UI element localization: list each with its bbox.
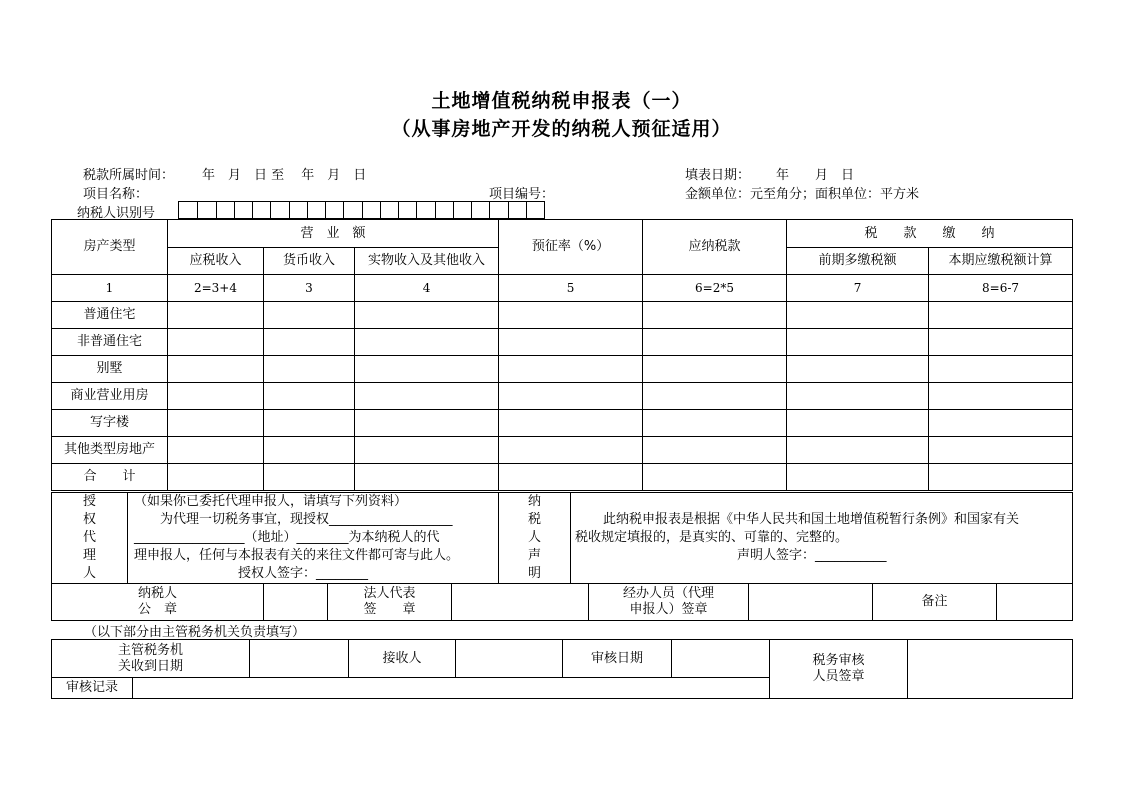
tax-office-table xyxy=(51,639,1073,699)
declaration-line: 税收规定填报的，是真实的、可靠的、完整的。 xyxy=(575,530,849,545)
input-cell[interactable] xyxy=(264,356,355,383)
col-number: 1 xyxy=(52,275,168,302)
taxpayer-seal-field[interactable] xyxy=(264,584,328,621)
input-cell[interactable] xyxy=(929,302,1073,329)
input-cell[interactable] xyxy=(929,437,1073,464)
input-cell[interactable] xyxy=(355,329,499,356)
taxpayer-id-digit-cell[interactable] xyxy=(435,202,454,218)
input-cell[interactable] xyxy=(787,464,929,491)
input-cell[interactable] xyxy=(929,356,1073,383)
taxpayer-id-digit-cell[interactable] xyxy=(362,202,381,218)
review-record-field[interactable] xyxy=(133,678,770,699)
units-note: 金额单位：元至角分；面积单位：平方米 xyxy=(685,187,920,202)
table-row xyxy=(52,302,1073,329)
taxpayer-id-digit-cell[interactable] xyxy=(398,202,417,218)
row-label: 别墅 xyxy=(52,356,168,383)
row-label: 普通住宅 xyxy=(52,302,168,329)
input-cell[interactable] xyxy=(929,383,1073,410)
col-number: 7 xyxy=(787,275,929,302)
taxpayer-id-digit-cell[interactable] xyxy=(252,202,271,218)
row-label: 非普通住宅 xyxy=(52,329,168,356)
received-date-label: 主管税务机 关收到日期 xyxy=(52,640,250,678)
input-cell[interactable] xyxy=(355,383,499,410)
table-row xyxy=(52,356,1073,383)
authorization-line: （如果你已委托代理申报人，请填写下列资料） xyxy=(134,494,408,509)
tax-office-note: （以下部分由主管税务机关负责填写） xyxy=(84,625,306,640)
input-cell[interactable] xyxy=(168,302,264,329)
input-cell[interactable] xyxy=(264,329,355,356)
authorization-declaration-section xyxy=(51,492,1073,584)
project-name-label: 项目名称： xyxy=(83,187,149,202)
authorization-text[interactable] xyxy=(128,493,499,584)
authorizer-signature: 授权人签字：________ xyxy=(238,566,369,581)
input-cell[interactable] xyxy=(264,302,355,329)
input-cell[interactable] xyxy=(643,464,787,491)
col-number: 3 xyxy=(264,275,355,302)
input-cell[interactable] xyxy=(264,383,355,410)
input-cell[interactable] xyxy=(643,329,787,356)
input-cell[interactable] xyxy=(499,356,643,383)
table-row xyxy=(52,383,1073,410)
taxpayer-id-digit-cell[interactable] xyxy=(216,202,235,218)
header-revenue: 营 业 额 xyxy=(168,220,499,248)
input-cell[interactable] xyxy=(929,329,1073,356)
input-cell[interactable] xyxy=(643,302,787,329)
input-cell[interactable] xyxy=(264,437,355,464)
input-cell[interactable] xyxy=(929,464,1073,491)
taxpayer-id-digit-cell[interactable] xyxy=(416,202,435,218)
row-label: 其他类型房地产 xyxy=(52,437,168,464)
input-cell[interactable] xyxy=(355,302,499,329)
review-date-label: 审核日期 xyxy=(563,640,672,678)
tax-period-value[interactable]: 年 月 日 至 年 月 日 xyxy=(202,168,367,183)
table-row xyxy=(52,329,1073,356)
taxpayer-id-digit-cell[interactable] xyxy=(526,202,545,218)
taxpayer-id-field[interactable] xyxy=(178,201,545,219)
input-cell[interactable] xyxy=(168,329,264,356)
row-label-total: 合 计 xyxy=(52,464,168,491)
taxpayer-id-digit-cell[interactable] xyxy=(508,202,527,218)
legal-rep-label: 法人代表 签 章 xyxy=(328,584,452,621)
row-label: 写字楼 xyxy=(52,410,168,437)
taxpayer-id-digit-cell[interactable] xyxy=(307,202,326,218)
receiver-label: 接收人 xyxy=(349,640,456,678)
remarks-label: 备注 xyxy=(873,584,997,621)
project-no-label: 项目编号： xyxy=(489,187,555,202)
reviewer-label: 税务审核 人员签章 xyxy=(770,640,908,699)
authorized-agent-label: 授 权 代 理 人 xyxy=(52,493,128,584)
input-cell[interactable] xyxy=(929,410,1073,437)
col-number: 2=3+4 xyxy=(168,275,264,302)
taxpayer-id-digit-cell[interactable] xyxy=(380,202,399,218)
input-cell[interactable] xyxy=(643,356,787,383)
col-number: 8=6-7 xyxy=(929,275,1073,302)
input-cell[interactable] xyxy=(168,383,264,410)
handler-label: 经办人员（代理 申报人）签章 xyxy=(589,584,749,621)
handler-field[interactable] xyxy=(749,584,873,621)
reviewer-signature-field[interactable] xyxy=(908,640,1073,699)
input-cell[interactable] xyxy=(264,464,355,491)
form-title: 土地增值税纳税申报表（一） xyxy=(431,90,692,112)
col-number: 4 xyxy=(355,275,499,302)
header-property-type: 房产类型 xyxy=(52,220,168,275)
header-prepaid: 前期多缴税额 xyxy=(787,248,929,275)
taxpayer-seal-label: 纳税人 公 章 xyxy=(52,584,264,621)
input-cell[interactable] xyxy=(499,329,643,356)
taxpayer-id-digit-cell[interactable] xyxy=(234,202,253,218)
row-label: 商业营业用房 xyxy=(52,383,168,410)
taxpayer-id-label: 纳税人识别号 xyxy=(77,206,156,221)
authorization-line: 为代理一切税务事宜，现授权___________________ xyxy=(160,512,453,527)
table-row xyxy=(52,437,1073,464)
input-cell[interactable] xyxy=(264,410,355,437)
receiver-field[interactable] xyxy=(456,640,563,678)
fill-date-label: 填表日期： xyxy=(685,168,751,183)
review-record-label: 审核记录 xyxy=(52,678,133,699)
input-cell[interactable] xyxy=(355,356,499,383)
declaration-table xyxy=(51,219,1073,491)
input-cell[interactable] xyxy=(168,437,264,464)
input-cell[interactable] xyxy=(787,302,929,329)
input-cell[interactable] xyxy=(355,437,499,464)
header-rate: 预征率（%） xyxy=(499,220,643,275)
header-monetary-income: 货币收入 xyxy=(264,248,355,275)
table-row xyxy=(52,410,1073,437)
input-cell[interactable] xyxy=(643,437,787,464)
input-cell[interactable] xyxy=(643,383,787,410)
input-cell[interactable] xyxy=(499,302,643,329)
input-cell[interactable] xyxy=(787,329,929,356)
declaration-text[interactable] xyxy=(571,493,1073,584)
authorization-line: _________________（地址）________为本纳税人的代 xyxy=(134,530,440,545)
input-cell[interactable] xyxy=(787,410,929,437)
input-cell[interactable] xyxy=(168,464,264,491)
review-date-field[interactable] xyxy=(672,640,770,678)
taxpayer-id-digit-cell[interactable] xyxy=(197,202,216,218)
form-subtitle: （从事房地产开发的纳税人预征适用） xyxy=(391,118,732,140)
taxpayer-id-digit-cell[interactable] xyxy=(270,202,289,218)
input-cell[interactable] xyxy=(499,437,643,464)
taxpayer-id-digit-cell[interactable] xyxy=(325,202,344,218)
signature-row xyxy=(51,583,1073,621)
input-cell[interactable] xyxy=(499,383,643,410)
taxpayer-id-digit-cell[interactable] xyxy=(343,202,362,218)
input-cell[interactable] xyxy=(355,464,499,491)
input-cell[interactable] xyxy=(355,410,499,437)
fill-date-value[interactable]: 年 月 日 xyxy=(776,168,855,183)
authorization-line: 理申报人，任何与本报表有关的来往文件都可寄与此人。 xyxy=(134,548,460,563)
input-cell[interactable] xyxy=(787,356,929,383)
input-cell[interactable] xyxy=(499,410,643,437)
tax-period-label: 税款所属时间： xyxy=(83,168,175,183)
input-cell[interactable] xyxy=(168,410,264,437)
remarks-field[interactable] xyxy=(997,584,1073,621)
taxpayer-id-digit-cell[interactable] xyxy=(489,202,508,218)
table-row-total xyxy=(52,464,1073,491)
input-cell[interactable] xyxy=(499,464,643,491)
taxpayer-id-digit-cell[interactable] xyxy=(471,202,490,218)
header-inkind-income: 实物收入及其他收入 xyxy=(355,248,499,275)
input-cell[interactable] xyxy=(787,437,929,464)
header-payment: 税 款 缴 纳 xyxy=(787,220,1073,248)
declaration-line: 此纳税申报表是根据《中华人民共和国土地增值税暂行条例》和国家有关 xyxy=(603,512,1020,527)
input-cell[interactable] xyxy=(168,356,264,383)
legal-rep-field[interactable] xyxy=(452,584,589,621)
col-number: 5 xyxy=(499,275,643,302)
header-current: 本期应缴税额计算 xyxy=(929,248,1073,275)
header-taxable-income: 应税收入 xyxy=(168,248,264,275)
input-cell[interactable] xyxy=(787,383,929,410)
taxpayer-id-digit-cell[interactable] xyxy=(289,202,308,218)
taxpayer-id-digit-cell[interactable] xyxy=(453,202,472,218)
header-tax-payable: 应纳税款 xyxy=(643,220,787,275)
col-number: 6=2*5 xyxy=(643,275,787,302)
declarer-signature: 声明人签字：___________ xyxy=(737,548,887,563)
taxpayer-declaration-label: 纳 税 人 声 明 xyxy=(499,493,571,584)
received-date-field[interactable] xyxy=(250,640,349,678)
input-cell[interactable] xyxy=(643,410,787,437)
